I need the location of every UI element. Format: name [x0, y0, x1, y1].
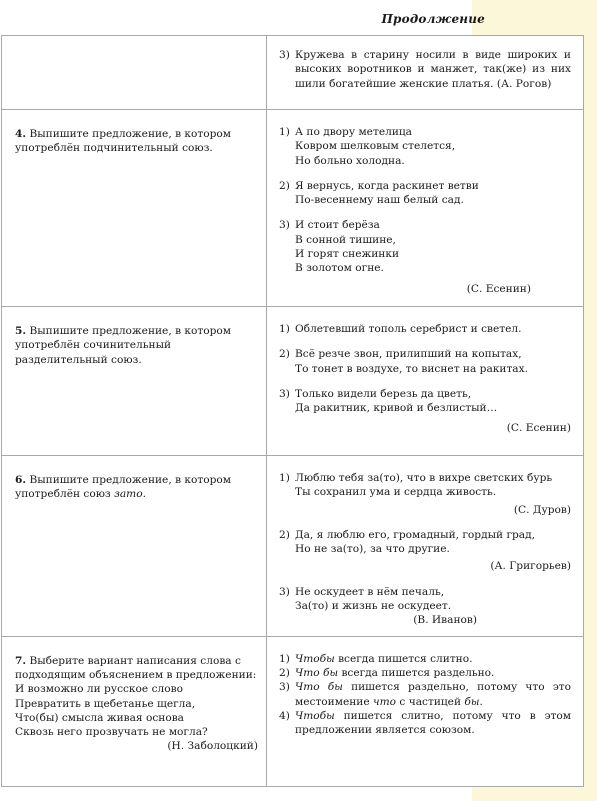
- continuation-title: Продолжение: [381, 12, 485, 26]
- question-text: Выберите вариант написания слова с подходящим объяснением в предложении:: [15, 654, 257, 681]
- poem-line: Превратить в щебетанье щегла,: [15, 697, 196, 710]
- poem-line: И возможно ли русское слово: [15, 683, 183, 696]
- page-header: [0, 0, 597, 38]
- table-row: [2, 636, 584, 786]
- table-row: [2, 36, 584, 110]
- question-cell: [2, 636, 267, 786]
- answer-option: 1) Облетевший тополь серебрист и светел.: [279, 323, 522, 335]
- answer-cell: [267, 636, 584, 786]
- table-row: [2, 307, 584, 456]
- answer-option: 3) И стоит берёза В сонной тишине, И горят снежинки В золотом огне.: [279, 219, 400, 275]
- answer-cell: [267, 36, 584, 110]
- answer-option: 3) Что бы пишется раздельно, потому что это местоимение что с частицей бы.: [279, 681, 572, 708]
- question-cell: [2, 110, 267, 307]
- question-number: 7.: [15, 654, 27, 667]
- answer-option: 1) Люблю тебя за(то), что в вихре светских бурь Ты сохранил ума и сердца живость.: [279, 472, 553, 499]
- answer-option: 1) Чтобы всегда пишется слитно.: [279, 652, 473, 665]
- poem-line: Что(бы) смысла живая основа: [15, 711, 184, 724]
- answer-option: 3) Не оскудеет в нём печаль, За(то) и жизнь не оскудеет.: [279, 585, 452, 613]
- answer-cell: [267, 307, 584, 456]
- quote-author: (С. Есенин): [466, 282, 531, 295]
- answer-cell: [267, 110, 584, 307]
- question-cell: 6. Выпишите предложение, в котором употреблён союз зато.: [2, 456, 267, 637]
- answer-cell: [267, 456, 584, 637]
- answer-option: 3) Только видели березь да цветь, Да ракитник, кривой и безлистый…: [279, 387, 498, 415]
- question-number: 5.: [15, 325, 27, 337]
- answer-option: 4) Чтобы пишется слитно, потому что в этом предложении является союзом.: [279, 709, 571, 737]
- question-cell: [2, 307, 267, 456]
- question-number: 6.: [15, 474, 27, 486]
- table-row: [2, 456, 584, 637]
- quote-author: (С. Дуров): [513, 503, 571, 516]
- question-number: 4.: [15, 128, 27, 140]
- answer-option: 2) Да, я люблю его, громадный, гордый град, Но не за(то), за что другие.: [279, 528, 536, 556]
- answer-option: 2) Я вернусь, когда раскинет ветви По-весеннему наш белый сад.: [279, 179, 479, 207]
- question-text: Выпишите предложение, в котором употреблён союз: [15, 474, 232, 501]
- table-row: [2, 110, 584, 307]
- poem-line: Сквозь него прозвучать не могла?: [15, 726, 208, 739]
- tasks-table: [1, 35, 584, 787]
- answer-option: 3) Кружева в старину носили в виде широких и высоких воротников и манжет, так(же) из них шили богатейшие женские платья. (А. Рогов): [279, 49, 571, 90]
- quote-author: (С. Есенин): [506, 422, 571, 435]
- answer-option: 2) Что бы всегда пишется раздельно.: [279, 666, 495, 679]
- option-text: Кружева в старину носили в виде широких и высоких воротников и манжет, так(же) из них шили богатейшие женские платья. (А. Рогов): [295, 49, 571, 90]
- quote-author: (А. Григорьев): [490, 560, 571, 573]
- question-keyword: зато: [114, 488, 143, 501]
- quote-author: (В. Иванов): [413, 614, 477, 627]
- question-cell: [2, 36, 267, 110]
- question-text: Выпишите предложение, в котором употреблён подчинительный союз.: [15, 128, 232, 155]
- answer-option: 1) А по двору метелица Ковром шелковым стелется, Но больно холодна.: [279, 126, 456, 167]
- question-text: Выпишите предложение, в котором употреблён сочинительный разделительный союз.: [15, 325, 232, 366]
- quote-author: (Н. Заболоцкий): [167, 740, 258, 753]
- answer-option: 2) Всё резче звон, прилипший на копытах, То тонет в воздухе, то виснет на ракитах.: [279, 348, 528, 375]
